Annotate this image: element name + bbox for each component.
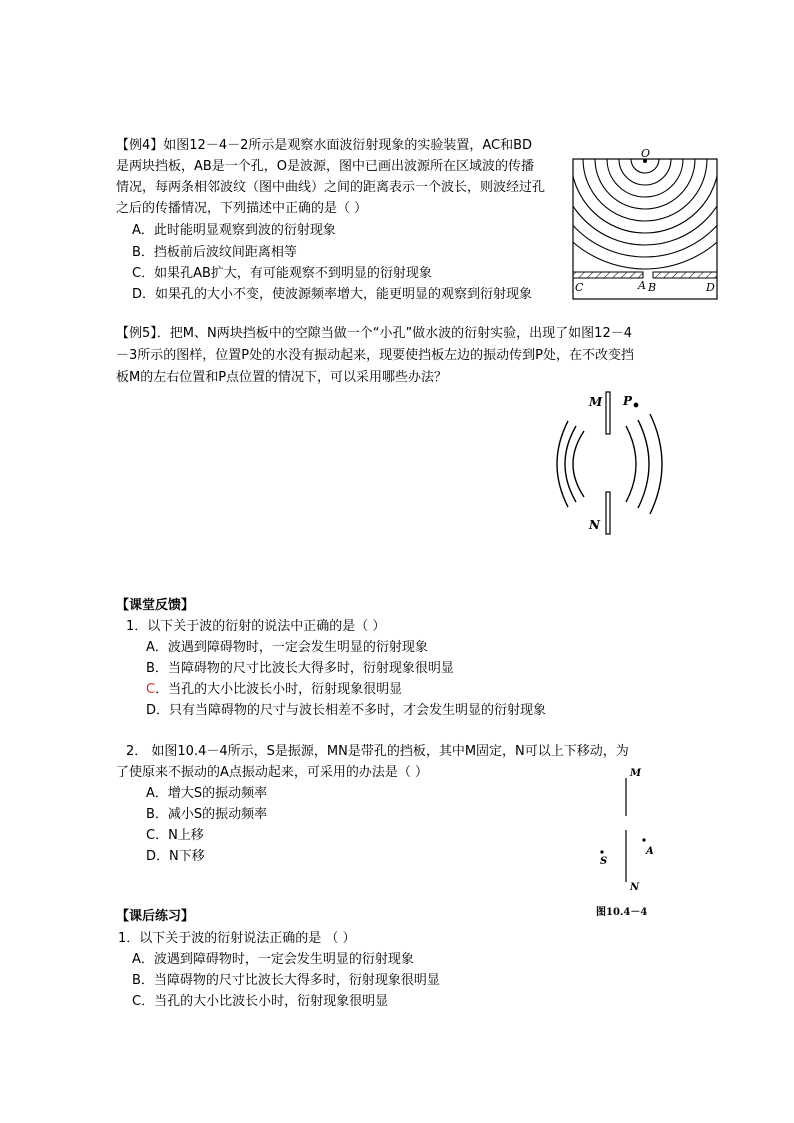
fig-10-4-4-diagram	[592, 760, 672, 920]
fig-10-4-4-caption: 图10.4－4	[596, 907, 648, 918]
feedback-q2-stem-2: 了使原来不振动的A点振动起来，可采用的办法是（ ）	[116, 765, 429, 780]
homework-heading: 【课后练习】	[116, 909, 195, 924]
ex5-line-2: －3所示的图样，位置P处的水没有振动起来，现要使挡板左边的振动传到P处，在不改变挡	[116, 348, 634, 363]
ex5-barrier-diagram	[556, 386, 676, 538]
homework-q1-option-c: C．当孔的大小比波长小时，衍射现象很明显	[132, 994, 389, 1009]
ex4-option-d: D．如果孔的大小不变，使波源频率增大，能更明显的观察到衍射现象	[132, 287, 533, 302]
ex4-option-a: A．此时能明显观察到波的衍射现象	[132, 223, 336, 238]
label-d: D	[706, 281, 715, 294]
fig2-label-m: M	[630, 768, 642, 779]
feedback-q2-option-c: C．N上移	[146, 828, 204, 843]
ex4-line-1: 【例4】如图12－4－2所示是观察水面波衍射现象的实验装置，AC和BD	[116, 138, 533, 153]
ex4-line-2: 是两块挡板，AB是一个孔，O是波源，图中已画出波源所在区域波的传播	[116, 159, 535, 174]
feedback-heading: 【课堂反馈】	[116, 598, 195, 613]
ex4-line-3: 情况，每两条相邻波纹（图中曲线）之间的距离表示一个波长，则波经过孔	[116, 180, 546, 195]
barrier-label-n: N	[589, 518, 600, 532]
barrier-label-m: M	[589, 395, 603, 409]
feedback-q1-option-c: C．当孔的大小比波长小时，衍射现象很明显	[146, 682, 403, 697]
fig2-label-a: A	[646, 846, 654, 857]
label-b: B	[648, 281, 657, 294]
feedback-q2-option-a: A．增大S的振动频率	[146, 786, 268, 801]
homework-q1-option-a: A．波遇到障碍物时，一定会发生明显的衍射现象	[132, 952, 414, 967]
ex5-line-3: 板M的左右位置和P点位置的情况下，可以采用哪些办法？	[116, 370, 448, 385]
fig2-label-n: N	[630, 882, 640, 893]
feedback-q1-option-b: B．当障碍物的尺寸比波长大得多时，衍射现象很明显	[146, 661, 454, 676]
label-a: A	[638, 279, 646, 292]
ex4-option-c: C．如果孔AB扩大，有可能观察不到明显的衍射现象	[132, 266, 432, 281]
feedback-q2-option-b: B．减小S的振动频率	[146, 807, 268, 822]
ex4-wave-diagram	[566, 146, 722, 304]
feedback-q2-stem-1: 2． 如图10.4－4所示，S是振源，MN是带孔的挡板，其中M固定，N可以上下移动，为	[126, 744, 629, 759]
homework-q1-stem: 1．以下关于波的衍射说法正确的是 （ ）	[118, 931, 356, 946]
feedback-q2-option-d: D．N下移	[146, 849, 205, 864]
label-c: C	[575, 281, 584, 294]
feedback-q1-option-a: A．波遇到障碍物时，一定会发生明显的衍射现象	[146, 640, 428, 655]
point-label-p: P	[623, 394, 633, 408]
ex4-line-4: 之后的传播情况，下列描述中正确的是（ ）	[116, 201, 368, 216]
source-label-o: O	[641, 147, 651, 160]
homework-q1-option-b: B．当障碍物的尺寸比波长大得多时，衍射现象很明显	[132, 973, 440, 988]
feedback-q1-option-d: D．只有当障碍物的尺寸与波长相差不多时，才会发生明显的衍射现象	[146, 703, 547, 718]
feedback-q1-stem: 1．以下关于波的衍射的说法中正确的是（ ）	[126, 619, 386, 634]
ex5-line-1: 【例5】．把M、N两块挡板中的空隙当做一个“小孔”做水波的衍射实验，出现了如图12－4	[116, 326, 632, 341]
ex4-option-b: B．挡板前后波纹间距离相等	[132, 245, 297, 260]
fig2-label-s: S	[600, 856, 608, 867]
